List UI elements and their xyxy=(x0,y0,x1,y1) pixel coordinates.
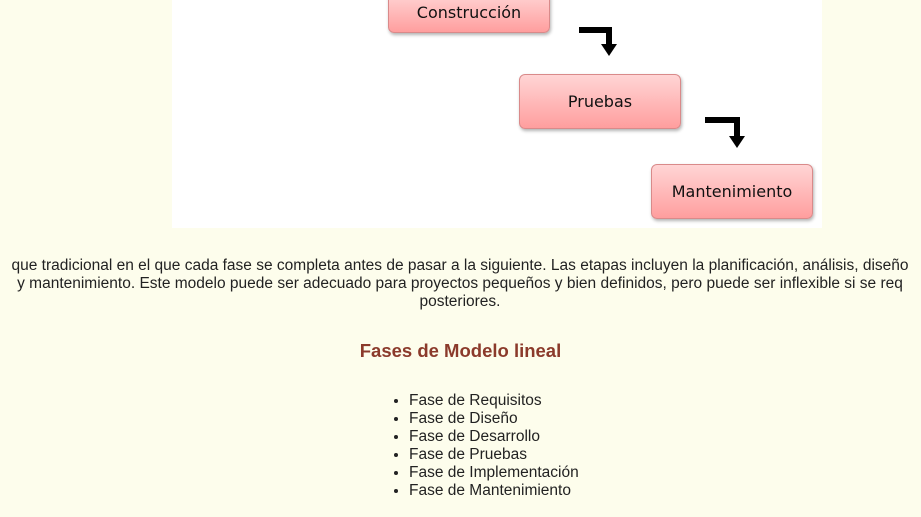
arrow-down-right-icon xyxy=(703,114,751,154)
phases-list xyxy=(393,392,579,500)
section-title: Fases de Modelo lineal xyxy=(359,340,562,361)
phase-box-construccion xyxy=(388,0,550,33)
arrow-down-right-icon xyxy=(577,24,625,64)
list-item: • Fase de Pruebas xyxy=(409,446,579,464)
list-item: • Fase de Requisitos xyxy=(409,392,579,410)
list-item: • Fase de Desarrollo xyxy=(409,428,579,446)
phase-box-mantenimiento xyxy=(651,164,813,219)
description-line: que tradicional en el que cada fase se completa antes de pasar a la siguiente. Las etapas incluyen la planificación, análisis, diseño xyxy=(11,257,909,274)
phase-label: Mantenimiento xyxy=(671,182,793,201)
phase-label: Construcción xyxy=(416,3,522,22)
phase-label: Pruebas xyxy=(567,92,633,111)
list-item: • Fase de Mantenimiento xyxy=(409,482,579,500)
description-line: y mantenimiento. Este modelo puede ser adecuado para proyectos pequeños y bien definidos, pero puede ser inflexible si se req xyxy=(17,275,903,292)
description-paragraph xyxy=(0,257,921,311)
phase-box-pruebas xyxy=(519,74,681,129)
waterfall-diagram xyxy=(172,0,822,228)
description-line: posteriores. xyxy=(419,293,501,310)
list-item: • Fase de Diseño xyxy=(409,410,579,428)
list-item: • Fase de Implementación xyxy=(409,464,579,482)
